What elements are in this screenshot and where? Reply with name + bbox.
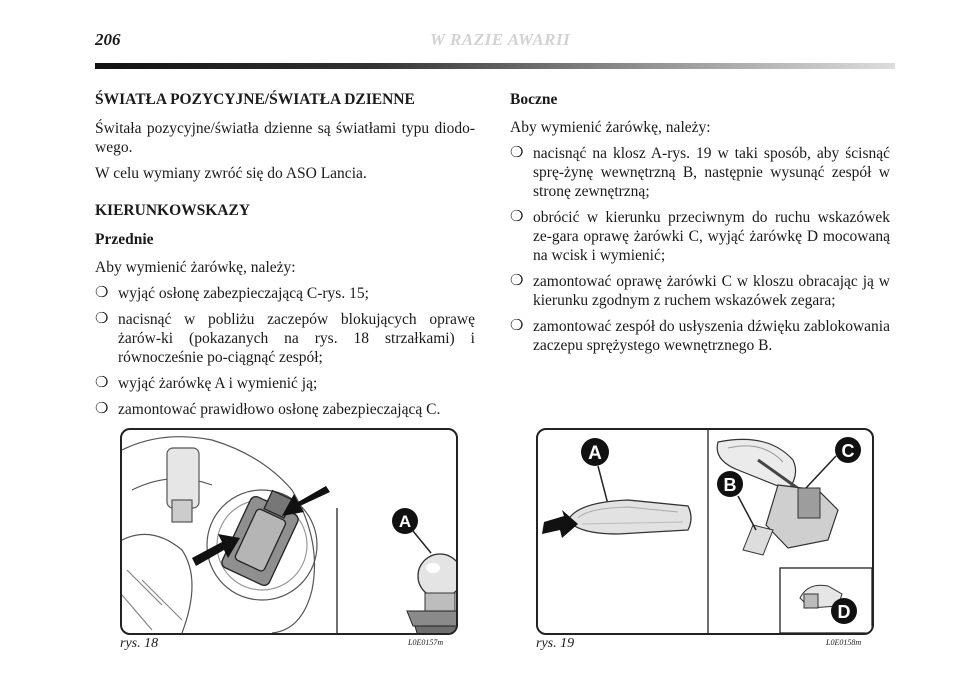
figure-caption: rys. 19 bbox=[536, 636, 575, 651]
bullet-icon: ❍ bbox=[510, 318, 524, 334]
left-column bbox=[95, 90, 475, 426]
bullet-icon: ❍ bbox=[95, 285, 109, 301]
step-list-side bbox=[510, 144, 890, 355]
page-number: 206 bbox=[95, 30, 121, 49]
callout-b: B bbox=[723, 475, 737, 495]
bullet-icon: ❍ bbox=[510, 209, 524, 225]
figure-caption: rys. 18 bbox=[120, 636, 159, 651]
bullet-icon: ❍ bbox=[95, 401, 109, 417]
right-column bbox=[510, 90, 890, 362]
figure-19-side-indicator bbox=[536, 428, 874, 635]
subsection-title-front: Przednie bbox=[95, 231, 154, 248]
callout-a: A bbox=[398, 512, 412, 531]
paragraph: W celu wymiany zwróć się do ASO Lancia. bbox=[95, 165, 367, 182]
step-list-front bbox=[95, 284, 475, 419]
subsection-title-side: Boczne bbox=[510, 91, 558, 108]
figure-18-illustration bbox=[122, 430, 456, 633]
callout-a: A bbox=[588, 443, 602, 464]
paragraph: Świtała pozycyjne/światła dzienne są światłami typu diodo-wego. bbox=[95, 120, 475, 156]
step-text: zamontować prawidłowo osłonę zabezpieczającą C. bbox=[118, 401, 441, 418]
bullet-icon: ❍ bbox=[510, 145, 524, 161]
figure-19-illustration bbox=[538, 430, 872, 633]
section-title-position-lights: ŚWIATŁA POZYCYJNE/ŚWIATŁA DZIENNE bbox=[95, 91, 415, 108]
step-text: obrócić w kierunku przeciwnym do ruchu wskazówek ze-gara oprawę żarówki C, wyjąć żarówkę D mocowaną na wcisk i wymienić; bbox=[533, 209, 890, 264]
list-item bbox=[95, 284, 475, 303]
bullet-icon: ❍ bbox=[95, 375, 109, 391]
step-text: wyjąć osłonę zabezpieczającą C-rys. 15; bbox=[118, 285, 369, 302]
step-text: zamontować zespół do usłyszenia dźwięku zablokowania zaczepu sprężystego wewnętrznego B. bbox=[533, 318, 890, 354]
list-item bbox=[95, 400, 475, 419]
list-item bbox=[510, 317, 890, 355]
callout-d: D bbox=[837, 602, 851, 622]
list-item bbox=[510, 272, 890, 310]
step-text: nacisnąć w pobliżu zaczepów blokujących oprawę żarów-ki (pokazanych na rys. 18 strzałkami) i równocześnie po-ciągnąć zespół; bbox=[118, 311, 475, 366]
intro-text: Aby wymienić żarówkę, należy: bbox=[510, 119, 711, 136]
list-item bbox=[510, 208, 890, 265]
list-item bbox=[95, 374, 475, 393]
step-text: zamontować oprawę żarówki C w kloszu obracając ją w kierunku zgodnym z ruchem wskazówek zegara; bbox=[533, 273, 890, 309]
figure-18-front-bulb-holder bbox=[120, 428, 458, 635]
running-title: W RAZIE AWARII bbox=[430, 30, 571, 49]
intro-text: Aby wymienić żarówkę, należy: bbox=[95, 259, 296, 276]
list-item bbox=[510, 144, 890, 201]
bullet-icon: ❍ bbox=[95, 311, 109, 327]
step-text: nacisnąć na klosz A-rys. 19 w taki sposób, aby ścisnąć sprę-żynę wewnętrzną B, następnie wysunąć zespół w stronę zewnętrzną; bbox=[533, 145, 890, 200]
callout-c: C bbox=[841, 441, 855, 461]
figure-code: L0E0158m bbox=[826, 638, 862, 647]
bullet-icon: ❍ bbox=[510, 273, 524, 289]
step-text: wyjąć żarówkę A i wymienić ją; bbox=[118, 375, 318, 392]
list-item bbox=[95, 310, 475, 367]
figure-code: L0E0157m bbox=[408, 638, 444, 647]
section-title-indicators: KIERUNKOWSKAZY bbox=[95, 202, 251, 219]
header-rule bbox=[95, 63, 895, 69]
